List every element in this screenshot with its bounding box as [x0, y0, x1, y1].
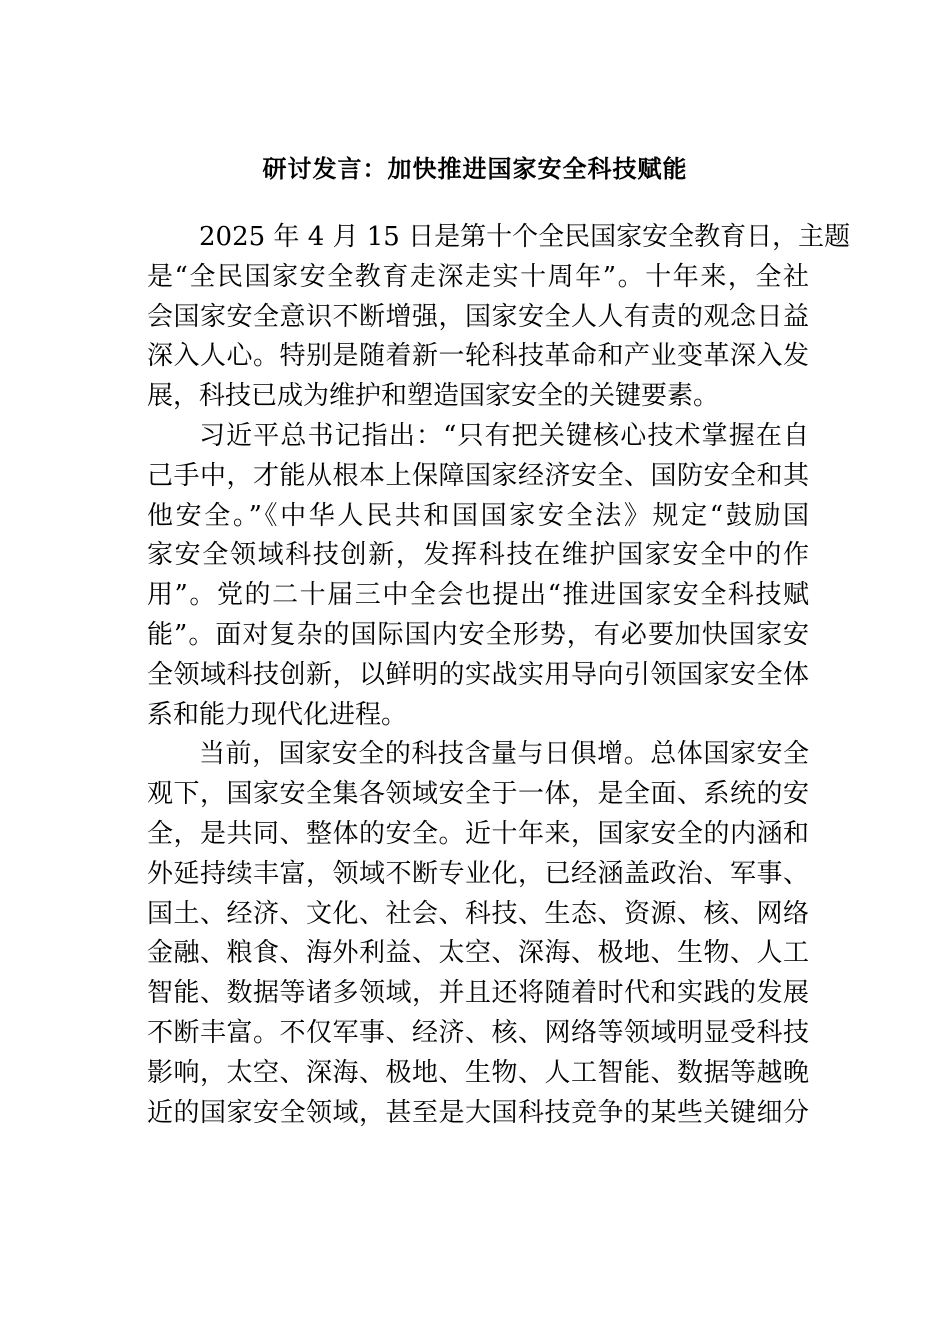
- text-line: 影响，太空、深海、极地、生物、人工智能、数据等越晚: [147, 1057, 809, 1088]
- text-line: 观下，国家安全集各领域安全于一体，是全面、系统的安: [147, 779, 809, 810]
- text-line: 深入人心。特别是随着新一轮科技革命和产业变革深入发: [147, 341, 809, 372]
- text-line: 会国家安全意识不断增强，国家安全人人有责的观念日益: [147, 301, 809, 332]
- text-line: 己手中，才能从根本上保障国家经济安全、国防安全和其: [147, 460, 809, 491]
- text-line: 国土、经济、文化、社会、科技、生态、资源、核、网络: [147, 898, 809, 929]
- text-line: 智能、数据等诸多领域，并且还将随着时代和实践的发展: [147, 978, 809, 1009]
- text-line: 外延持续丰富，领域不断专业化，已经涵盖政治、军事、: [147, 858, 809, 889]
- text-line: 家安全领域科技创新，发挥科技在维护国家安全中的作: [147, 540, 809, 571]
- text-line: 不断丰富。不仅军事、经济、核、网络等领域明显受科技: [147, 1017, 809, 1048]
- document-title: 研讨发言：加快推进国家安全科技赋能: [262, 154, 688, 183]
- text-line: 习近平总书记指出：“只有把关键核心技术掌握在自: [199, 420, 809, 451]
- text-line: 展，科技已成为维护和塑造国家安全的关键要素。: [147, 381, 720, 412]
- text-line: 全领域科技创新，以鲜明的实战实用导向引领国家安全体: [147, 659, 809, 690]
- text-line: 当前，国家安全的科技含量与日俱增。总体国家安全: [199, 739, 809, 770]
- paragraph-1: [147, 218, 851, 417]
- text-line: 系和能力现代化进程。: [147, 699, 408, 730]
- text-line: 他安全。”《中华人民共和国国家安全法》规定“鼓励国: [147, 500, 809, 531]
- text-line: 能”。面对复杂的国际国内安全形势，有必要加快国家安: [147, 619, 809, 650]
- text-line: 用”。党的二十届三中全会也提出“推进国家安全科技赋: [147, 580, 809, 611]
- text-line: 金融、粮食、海外利益、太空、深海、极地、生物、人工: [147, 938, 809, 969]
- text-line: 近的国家安全领域，甚至是大国科技竞争的某些关键细分: [147, 1097, 809, 1128]
- document-body: [147, 218, 851, 1133]
- text-line: 2025 年 4 月 15 日是第十个全民国家安全教育日，主题: [199, 222, 851, 252]
- text-line: 是“全民国家安全教育走深走实十周年”。十年来，全社: [147, 261, 809, 292]
- paragraph-3: [147, 735, 809, 1133]
- paragraph-2: [147, 417, 809, 735]
- text-line: 全，是共同、整体的安全。近十年来，国家安全的内涵和: [147, 818, 809, 849]
